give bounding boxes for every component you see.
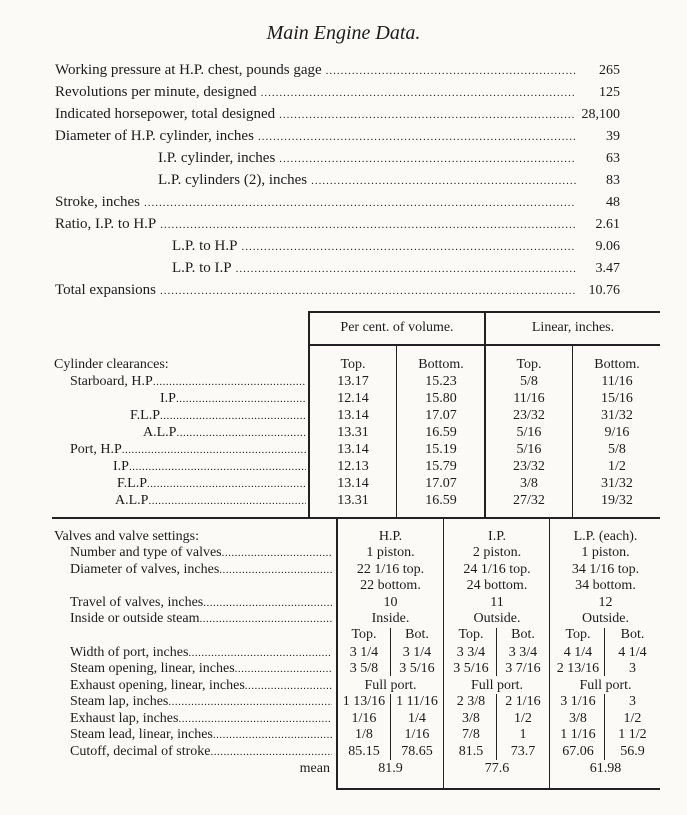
steam-lead-ip-bot: 1 xyxy=(519,727,527,742)
clearance-row-label xyxy=(117,476,306,492)
header-linear-inches: Linear, inches. xyxy=(531,320,615,335)
spec-label: Indicated horsepower, total designed xyxy=(55,106,276,122)
linear-bottom: 1/2 xyxy=(608,459,626,474)
inside-outside-hp: Inside. xyxy=(371,611,410,626)
row-label-text: Inside or outside steam xyxy=(70,611,200,626)
linear-top: 23/32 xyxy=(513,459,545,474)
width-port-ip-top: 3 3/4 xyxy=(456,645,486,660)
spec-label: Stroke, inches xyxy=(55,194,140,210)
row-label-text: A.L.P xyxy=(115,493,149,508)
clearance-row-label xyxy=(113,459,306,475)
leader-dots xyxy=(199,613,332,625)
travel-ip: 11 xyxy=(490,595,504,610)
spec-value: 63 xyxy=(606,151,620,166)
row-label-text: A.L.P xyxy=(143,425,177,440)
cutoff-lp-top: 67.06 xyxy=(562,744,594,759)
exhaust-opening-ip: Full port. xyxy=(470,678,524,693)
spec-label: I.P. cylinder, inches xyxy=(158,150,276,166)
spec-label: Revolutions per minute, designed xyxy=(55,84,257,100)
steam-opening-hp-top: 3 5/8 xyxy=(349,661,379,676)
clearance-row-label xyxy=(143,425,306,441)
leader-dots xyxy=(160,281,576,301)
spec-row xyxy=(55,60,620,80)
col-divider xyxy=(396,344,397,518)
subheader-top: Top. xyxy=(516,357,542,372)
diameter-ip: 24 1/16 top. xyxy=(463,562,531,577)
mean-lp: 61.98 xyxy=(589,761,622,776)
cutoff-ip-bot: 73.7 xyxy=(510,744,536,759)
spec-value: 83 xyxy=(606,173,620,188)
spec-row xyxy=(55,214,620,234)
spec-label: Diameter of H.P. cylinder, inches xyxy=(55,128,254,144)
mean-ip: 77.6 xyxy=(484,761,510,776)
spec-row xyxy=(55,82,620,102)
leader-dots xyxy=(258,127,576,147)
cutoff-hp-bot: 78.65 xyxy=(401,744,433,759)
linear-top: 5/8 xyxy=(520,374,538,389)
spec-value: 265 xyxy=(599,63,620,78)
linear-top: 27/32 xyxy=(513,493,545,508)
steam-opening-hp-bot: 3 5/16 xyxy=(399,661,435,676)
spec-label: L.P. to I.P xyxy=(172,260,232,276)
width-port-lp-bot: 4 1/4 xyxy=(618,645,647,660)
clearance-row-label xyxy=(70,374,306,390)
spec-value: 10.76 xyxy=(588,283,620,298)
clearance-row-label xyxy=(70,442,306,458)
leader-dots xyxy=(153,376,306,388)
steam-opening-lp-top: 2 13/16 xyxy=(556,661,600,676)
row-label-text: Exhaust opening, linear, inches xyxy=(70,678,245,693)
linear-top: 5/16 xyxy=(516,425,542,440)
linear-bottom: 31/32 xyxy=(601,476,633,491)
exhaust-opening-lp: Full port. xyxy=(579,678,632,693)
percent-bottom: 15.79 xyxy=(425,459,457,474)
percent-top: 13.31 xyxy=(337,493,369,508)
leader-dots xyxy=(122,444,306,456)
subheader-top: Top. xyxy=(351,627,377,642)
steam-lap-ip-top: 2 3/8 xyxy=(456,694,486,709)
steam-lap-hp-bot: 1 11/16 xyxy=(396,694,438,709)
steam-lead-hp-bot: 1/16 xyxy=(404,727,430,742)
leader-dots xyxy=(178,713,332,725)
row-label-text: F.L.P xyxy=(117,476,148,491)
mean-label: mean xyxy=(299,761,330,776)
clearance-row-label xyxy=(160,391,306,407)
leader-dots xyxy=(160,215,576,235)
travel-label xyxy=(70,595,332,611)
row-label-text: Cutoff, decimal of stroke xyxy=(70,744,211,759)
leader-dots xyxy=(147,478,306,490)
subheader-bottom: Bottom. xyxy=(418,357,464,372)
steam-lap-ip-bot: 2 1/16 xyxy=(505,694,541,709)
row-label-text: Exhaust lap, inches xyxy=(70,711,179,726)
percent-bottom: 17.07 xyxy=(425,476,457,491)
subheader-bot: Bot. xyxy=(511,627,535,642)
subheader-bottom: Bottom. xyxy=(594,357,640,372)
spec-label: Working pressure at H.P. chest, pounds gage xyxy=(55,62,322,78)
subheader-bot: Bot. xyxy=(405,627,429,642)
header-percent-volume: Per cent. of volume. xyxy=(340,320,454,335)
steam-opening-label xyxy=(70,661,332,677)
cutoff-lp-bot: 56.9 xyxy=(620,744,645,759)
leader-dots xyxy=(148,495,306,507)
percent-top: 13.17 xyxy=(337,374,369,389)
number-type-lp: 1 piston. xyxy=(581,545,630,560)
linear-top: 3/8 xyxy=(520,476,538,491)
leader-dots xyxy=(241,237,576,257)
percent-bottom: 16.59 xyxy=(425,425,457,440)
number-type-ip: 2 piston. xyxy=(472,545,522,560)
leader-dots xyxy=(235,663,332,675)
spec-row xyxy=(55,126,620,146)
steam-lead-label xyxy=(70,727,332,743)
subheader-top: Top. xyxy=(340,357,366,372)
spec-value: 48 xyxy=(606,195,620,210)
leader-dots xyxy=(326,61,576,81)
row-label-text: Cylinder clearances: xyxy=(54,357,169,372)
leader-dots xyxy=(160,410,306,422)
travel-hp: 10 xyxy=(383,595,398,610)
spec-row xyxy=(55,192,620,212)
linear-top: 11/16 xyxy=(513,391,545,406)
leader-dots xyxy=(213,729,332,741)
leader-dots xyxy=(222,547,332,559)
leader-dots xyxy=(311,171,576,191)
leader-dots xyxy=(261,83,576,103)
row-label-text: Diameter of valves, inches xyxy=(70,562,220,577)
exhaust-lap-ip-bot: 1/2 xyxy=(514,711,532,726)
exhaust-lap-ip-top: 3/8 xyxy=(462,711,480,726)
spec-value: 125 xyxy=(599,85,620,100)
leader-dots xyxy=(203,597,332,609)
inside-outside-lp: Outside. xyxy=(581,611,630,626)
spec-value: 9.06 xyxy=(595,239,620,254)
steam-lap-lp-top: 3 1/16 xyxy=(560,694,596,709)
row-label-text: I.P xyxy=(113,459,129,474)
width-port-hp-top: 3 1/4 xyxy=(349,645,379,660)
spec-value: 3.47 xyxy=(595,261,620,276)
inside-outside-ip: Outside. xyxy=(473,611,521,626)
spec-row xyxy=(55,258,620,278)
steam-lap-label xyxy=(70,694,332,710)
leader-dots xyxy=(211,746,333,758)
mean-hp: 81.9 xyxy=(378,761,403,776)
linear-bottom: 15/16 xyxy=(601,391,633,406)
subheader-top: Top. xyxy=(458,627,484,642)
percent-top: 13.14 xyxy=(337,442,369,457)
inside-outside-label xyxy=(70,611,332,627)
percent-top: 12.14 xyxy=(337,391,369,406)
exhaust-opening-label xyxy=(70,678,332,694)
row-label-text: Steam lap, inches xyxy=(70,694,169,709)
diameter-lp: 34 1/16 top. xyxy=(571,562,640,577)
percent-top: 13.31 xyxy=(337,425,369,440)
steam-lead-ip-top: 7/8 xyxy=(462,727,480,742)
subheader-bot: Bot. xyxy=(620,627,645,642)
percent-bottom: 16.59 xyxy=(425,493,457,508)
clearance-row-label xyxy=(115,493,306,509)
row-label-text: Valves and valve settings: xyxy=(54,529,200,544)
col-divider xyxy=(572,344,573,518)
spec-label: Total expansions xyxy=(55,282,157,298)
linear-bottom: 11/16 xyxy=(601,374,633,389)
steam-lap-hp-top: 1 13/16 xyxy=(342,694,386,709)
row-label-text: Width of port, inches xyxy=(70,645,189,660)
exhaust-opening-hp: Full port. xyxy=(364,678,417,693)
percent-bottom: 15.19 xyxy=(425,442,457,457)
section-label xyxy=(54,529,332,545)
exhaust-lap-hp-top: 1/16 xyxy=(351,711,377,726)
steam-lead-lp-bot: 1 1/2 xyxy=(618,727,647,742)
table-bottom-rule xyxy=(336,788,660,790)
row-label-text: Port, H.P xyxy=(70,442,122,457)
leader-dots xyxy=(236,259,576,279)
row-label-text: F.L.P xyxy=(130,408,161,423)
travel-lp: 12 xyxy=(598,595,613,610)
row-label-text: Number and type of valves xyxy=(70,545,222,560)
spec-label: L.P. to H.P xyxy=(172,238,238,254)
page-title: Main Engine Data. xyxy=(266,22,421,44)
header-ip: I.P. xyxy=(488,529,506,544)
steam-lead-hp-top: 1/8 xyxy=(355,727,373,742)
spec-value: 2.61 xyxy=(595,217,620,232)
linear-bottom: 31/32 xyxy=(601,408,633,423)
width-port-hp-bot: 3 1/4 xyxy=(402,645,432,660)
spec-value: 28,100 xyxy=(581,107,620,122)
leader-dots xyxy=(219,564,332,576)
number-type-label xyxy=(70,545,332,561)
linear-bottom: 5/8 xyxy=(608,442,626,457)
leader-dots xyxy=(279,149,576,169)
percent-top: 13.14 xyxy=(337,408,369,423)
row-label-text: Travel of valves, inches xyxy=(70,595,204,610)
leader-dots xyxy=(279,105,576,125)
cutoff-label xyxy=(70,744,332,760)
leader-dots xyxy=(168,696,332,708)
exhaust-lap-label xyxy=(70,711,332,727)
spec-row xyxy=(55,280,620,300)
steam-lead-lp-top: 1 1/16 xyxy=(560,727,596,742)
percent-bottom: 15.80 xyxy=(425,391,457,406)
percent-top: 12.13 xyxy=(337,459,369,474)
diameter-bottom-lp: 34 bottom. xyxy=(575,578,636,593)
linear-bottom: 9/16 xyxy=(604,425,630,440)
diameter-bottom-ip: 24 bottom. xyxy=(466,578,528,593)
leader-dots xyxy=(176,393,306,405)
width-port-ip-bot: 3 3/4 xyxy=(508,645,538,660)
linear-top: 5/16 xyxy=(516,442,542,457)
steam-opening-ip-bot: 3 7/16 xyxy=(505,661,541,676)
exhaust-lap-lp-bot: 1/2 xyxy=(623,711,642,726)
spec-label: L.P. cylinders (2), inches xyxy=(158,172,308,188)
diameter-label xyxy=(70,562,332,578)
subheader-top: Top. xyxy=(565,627,591,642)
number-type-hp: 1 piston. xyxy=(366,545,415,560)
spec-row xyxy=(55,104,620,124)
row-label-text: Steam lead, linear, inches xyxy=(70,727,213,742)
steam-lap-lp-bot: 3 xyxy=(629,694,636,709)
header-lp: L.P. (each). xyxy=(573,529,638,544)
diameter-bottom-hp: 22 bottom. xyxy=(360,578,421,593)
leader-dots xyxy=(245,680,332,692)
percent-top: 13.14 xyxy=(337,476,369,491)
spec-value: 39 xyxy=(606,129,620,144)
spec-label: Ratio, I.P. to H.P xyxy=(55,216,157,232)
linear-bottom: 19/32 xyxy=(601,493,633,508)
cutoff-ip-top: 81.5 xyxy=(458,744,484,759)
leader-dots xyxy=(176,427,306,439)
header-hp: H.P. xyxy=(378,529,403,544)
exhaust-lap-lp-top: 3/8 xyxy=(569,711,587,726)
row-label-text: I.P xyxy=(160,391,176,406)
diameter-hp: 22 1/16 top. xyxy=(356,562,425,577)
spec-row xyxy=(55,236,620,256)
section-label xyxy=(54,357,300,373)
width-port-lp-top: 4 1/4 xyxy=(563,645,593,660)
row-label-text: Steam opening, linear, inches xyxy=(70,661,235,676)
clearance-row-label xyxy=(130,408,306,424)
section-divider xyxy=(52,517,660,519)
col-divider xyxy=(443,517,444,790)
cutoff-hp-top: 85.15 xyxy=(348,744,380,759)
row-label-text: Starboard, H.P xyxy=(70,374,153,389)
steam-opening-lp-bot: 3 xyxy=(629,661,636,676)
spec-row xyxy=(55,170,620,190)
leader-dots xyxy=(129,461,306,473)
spec-row xyxy=(55,148,620,168)
linear-top: 23/32 xyxy=(513,408,545,423)
leader-dots xyxy=(144,193,576,213)
percent-bottom: 15.23 xyxy=(425,374,457,389)
steam-opening-ip-top: 3 5/16 xyxy=(453,661,489,676)
leader-dots xyxy=(188,647,332,659)
width-port-label xyxy=(70,645,332,661)
exhaust-lap-hp-bot: 1/4 xyxy=(408,711,426,726)
percent-bottom: 17.07 xyxy=(425,408,457,423)
col-divider xyxy=(549,517,550,790)
